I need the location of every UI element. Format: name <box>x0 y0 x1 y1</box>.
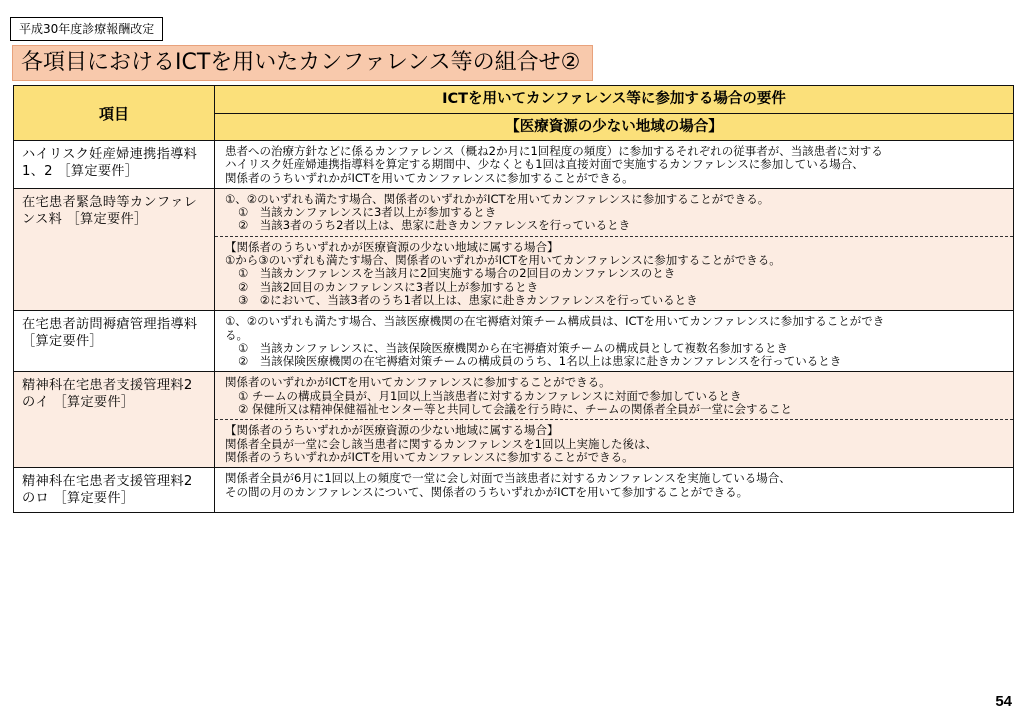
requirement-line: ② 当該3者のうち2者以上は、患家に赴きカンファレンスを行っているとき <box>238 219 631 233</box>
page-number: 54 <box>995 693 1012 710</box>
requirement-line: ①、②のいずれも満たす場合、関係者のいずれかがICTを用いてカンファレンスに参加することができる。 <box>225 192 770 206</box>
row-item-label: 精神科在宅患者支援管理料2のイ ［算定要件］ <box>14 372 215 468</box>
requirement-block <box>215 141 1013 188</box>
requirement-line: ① 当該カンファレンスに、当該保険医療機関から在宅褥瘡対策チームの構成員として複数名参加するとき <box>238 341 788 355</box>
requirement-line: 関係者のうちいずれかがICTを用いてカンファレンスに参加することができる。 <box>225 450 634 464</box>
requirement-line: ② 保健所又は精神保健福祉センター等と共同して会議を行う時に、チームの関係者全員が一堂に会すること <box>238 403 792 417</box>
requirement-line: ③ ②において、当該3者のうち1者以上は、患家に赴きカンファレンスを行っているとき <box>238 293 698 307</box>
requirement-line: その間の月のカンファレンスについて、関係者のうちいずれかがICTを用いて参加することができる。 <box>225 485 749 499</box>
table-row <box>14 372 1014 468</box>
requirement-line: る。 <box>225 328 248 342</box>
requirement-line: 【関係者のうちいずれかが医療資源の少ない地域に属する場合】 <box>225 424 559 438</box>
requirement-line: ① チームの構成員全員が、月1回以上当該患者に対するカンファレンスに対面で参加しているとき <box>238 389 742 403</box>
column-header-item: 項目 <box>14 86 215 141</box>
requirement-line: 関係者全員が一堂に会し該当患者に関するカンファレンスを1回以上実施した後は、 <box>225 437 657 451</box>
requirement-block <box>215 311 1013 371</box>
table-row <box>14 141 1014 189</box>
revision-tag: 平成30年度診療報酬改定 <box>10 17 163 41</box>
requirement-block <box>215 372 1013 419</box>
requirement-line: 【関係者のうちいずれかが医療資源の少ない地域に属する場合】 <box>225 240 559 254</box>
row-item-label: 精神科在宅患者支援管理料2のロ ［算定要件］ <box>14 468 215 513</box>
requirement-line: ② 当該保険医療機関の在宅褥瘡対策チームの構成員のうち、1名以上は患家に赴きカンファレンスを行っているとき <box>238 355 842 369</box>
requirement-block <box>215 419 1013 467</box>
requirement-line: 関係者のいずれかがICTを用いてカンファレンスに参加することができる。 <box>225 376 611 390</box>
requirement-line: ①から③のいずれも満たす場合、関係者のいずれかがICTを用いてカンファレンスに参加することができる。 <box>225 254 781 268</box>
table-row <box>14 468 1014 513</box>
requirement-line: 患者への治療方針などに係るカンファレンス（概ね2か月に1回程度の頻度）に参加するそれぞれの従事者が、当該患者に対する <box>225 145 883 158</box>
requirement-line: ハイリスク妊産婦連携指導料を算定する期間中、少なくとも1回は直接対面で実施するカンファレンスに参加している場合、 <box>225 158 864 172</box>
row-requirements <box>215 311 1014 372</box>
column-header-requirements: ICTを用いてカンファレンス等に参加する場合の要件 <box>215 86 1014 114</box>
row-item-label: 在宅患者訪問褥瘡管理指導料 ［算定要件］ <box>14 311 215 372</box>
requirement-block <box>215 468 1013 502</box>
requirement-block <box>215 236 1013 310</box>
row-item-label: ハイリスク妊産婦連携指導料1、2 ［算定要件］ <box>14 141 215 189</box>
requirement-line: ① 当該カンファレンスに3者以上が参加するとき <box>238 206 497 220</box>
requirement-line: ①、②のいずれも満たす場合、当該医療機関の在宅褥瘡対策チーム構成員は、ICTを用いてカンファレンスに参加することができ <box>225 315 885 329</box>
row-requirements <box>215 468 1014 513</box>
row-requirements <box>215 188 1014 310</box>
column-subheader-low-resource: 【医療資源の少ない地域の場合】 <box>215 114 1014 141</box>
requirement-line: ① 当該カンファレンスを当該月に2回実施する場合の2回目のカンファレンスのとき <box>238 267 676 281</box>
requirement-line: ② 当該2回目のカンファレンスに3者以上が参加するとき <box>238 280 539 294</box>
requirements-table <box>13 85 1014 513</box>
table-row <box>14 311 1014 372</box>
page-title: 各項目におけるICTを用いたカンファレンス等の組合せ② <box>12 45 593 81</box>
row-item-label: 在宅患者緊急時等カンファレンス料 ［算定要件］ <box>14 188 215 310</box>
row-requirements <box>215 372 1014 468</box>
row-requirements <box>215 141 1014 189</box>
table-row <box>14 188 1014 310</box>
table-body <box>14 141 1014 513</box>
requirement-block <box>215 189 1013 236</box>
requirement-line: 関係者全員が6月に1回以上の頻度で一堂に会し対面で当該患者に対するカンファレンスを実施している場合、 <box>225 472 791 486</box>
requirement-line: 関係者のうちいずれかがICTを用いてカンファレンスに参加することができる。 <box>225 171 634 185</box>
